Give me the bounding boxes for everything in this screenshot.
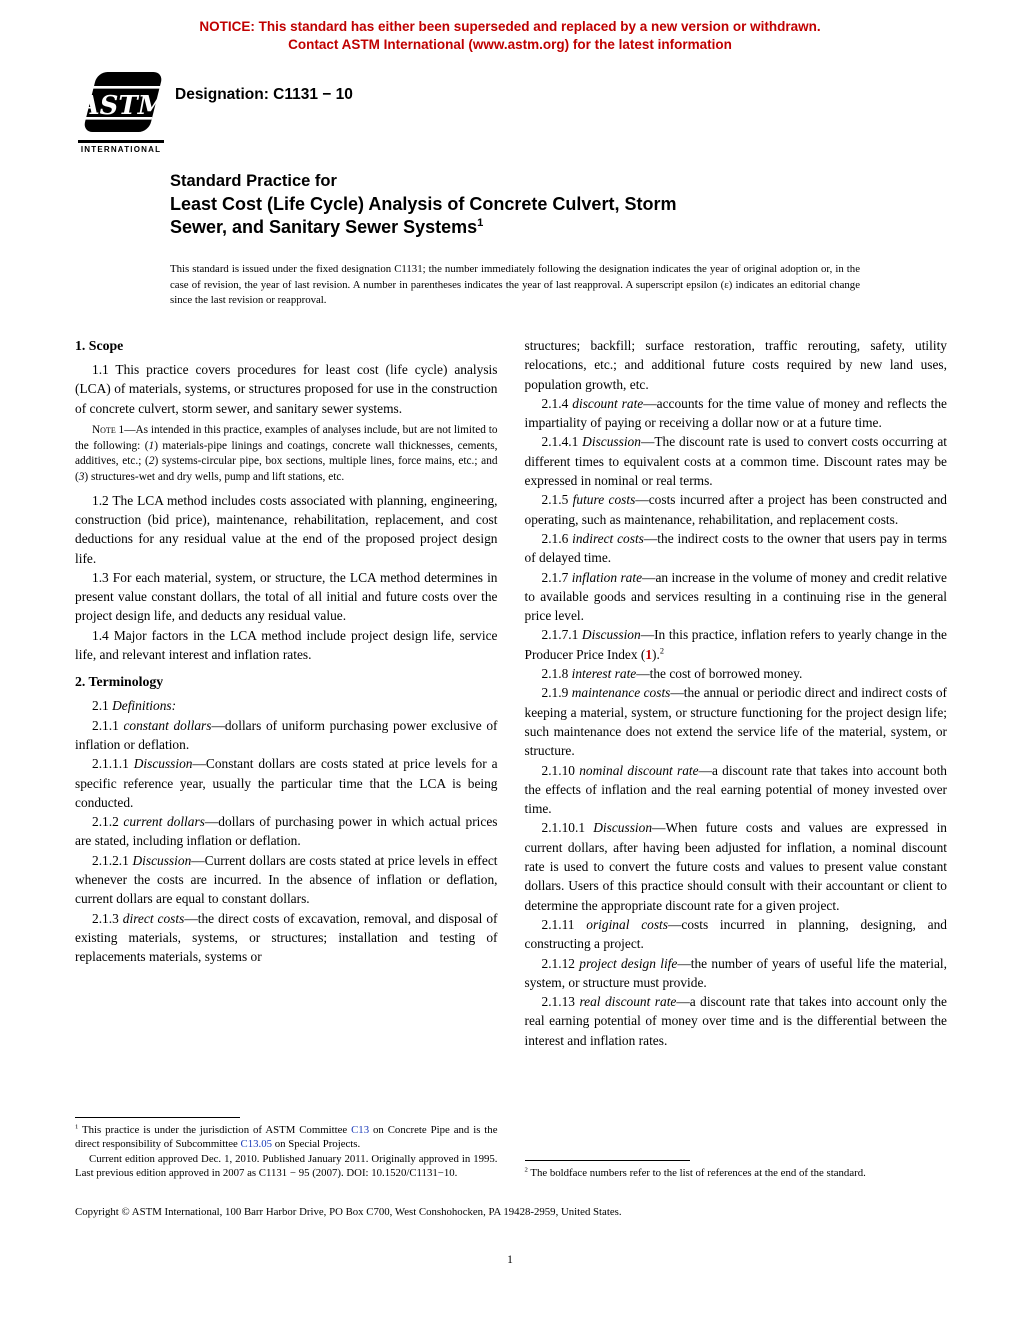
text-run: 2.1.10.1 xyxy=(541,820,594,836)
text-run: structures; backfill; surface restoration, traffic rerouting, safety, utility relocations, etc.; and additional future costs required by new land uses, population growth, etc. xyxy=(524,338,947,392)
paragraph-1-2 xyxy=(75,491,498,568)
text-run: —In this practice, inflation refers to yearly change in the Producer Price Index ( xyxy=(524,627,948,662)
inline-link[interactable]: C13.05 xyxy=(240,1138,273,1151)
text-run: —dollars of uniform purchasing power exclusive of inflation or deflation. xyxy=(75,717,498,752)
text-run: current dollars xyxy=(123,814,205,830)
text-run: 1 xyxy=(477,217,484,229)
logo-international-label: INTERNATIONAL xyxy=(80,145,162,154)
paragraph-2-1-7-1 xyxy=(525,625,948,664)
text-run: 2.1.3 xyxy=(92,910,123,926)
footnote-1-edition: Current edition approved Dec. 1, 2010. Published January 2011. Originally approved in 1995. Last previous edition approved in 2007 as C1131 − 95 (2007). DOI: 10.1520/C1131−10. xyxy=(75,1152,498,1179)
text-run: —the number of years of useful life the material, system, or structure must provide. xyxy=(524,955,947,990)
text-run: on Special Projects. xyxy=(272,1138,361,1151)
astm-logo xyxy=(78,70,168,154)
text-run: original costs xyxy=(586,916,668,932)
paragraph-2-1-6 xyxy=(525,529,948,568)
title-line-1: Least Cost (Life Cycle) Analysis of Concrete Culvert, Storm xyxy=(170,194,677,214)
text-run: 2 xyxy=(148,455,155,468)
text-run: 2.1.13 xyxy=(541,994,580,1010)
text-run: 2.1.6 xyxy=(541,530,573,546)
left-column xyxy=(75,336,498,1180)
paragraph-2-1-9 xyxy=(525,683,948,760)
section-heading-terminology: 2. Terminology xyxy=(75,674,164,690)
text-run: 2.1.11 xyxy=(541,916,587,932)
text-run: —Constant dollars are costs stated at price levels for a specific reference year, usually the particular time that the LCA is being conducted. xyxy=(75,756,498,810)
text-run: discount rate xyxy=(572,395,644,411)
footnote-2-block xyxy=(525,1160,948,1180)
text-run: —costs incurred after a project has been constructed and operating, such as maintenance, rehabilitation, and replacement costs. xyxy=(524,492,947,527)
paragraph-1-1 xyxy=(75,360,498,418)
text-run: indirect costs xyxy=(572,530,644,546)
page-number: 1 xyxy=(507,1254,513,1266)
text-run: 2.1.1 xyxy=(92,717,124,733)
notice-line-2: Contact ASTM International (www.astm.org) for the latest information xyxy=(288,36,732,52)
logo-divider xyxy=(78,140,164,143)
right-column xyxy=(525,336,948,1180)
text-run: Discussion xyxy=(581,627,641,643)
text-run: —When future costs and values are expressed in current dollars, after having been adjusted for inflation, a nominal discount rate is used to convert the future costs and values to present value constant dollars. Users of this practice should consult with their accountant or client to determine the appropriate discount rate for a given project. xyxy=(524,820,947,913)
paragraph-2-1-8 xyxy=(525,664,948,683)
designation: Designation: C1131 − 10 xyxy=(175,86,353,103)
text-run: 1.3 For each material, system, or structure, the LCA method determines in present value constant dollars, the total of all initial and future costs over the project design life, and deducts any residual value. xyxy=(75,569,498,624)
inline-link[interactable]: C13 xyxy=(351,1124,370,1137)
paragraph-1-3 xyxy=(75,568,498,626)
issuance-note: This standard is issued under the fixed designation C1131; the number immediately following the designation indicates the year of original adoption or, in the case of revision, the year of last revision. A number in parentheses indicates the year of last reapproval. A superscript epsilon (ε) indicates an editorial change since the last revision or reapproval. xyxy=(170,263,860,306)
text-run: interest rate xyxy=(571,666,637,682)
text-run: 2.1.1.1 xyxy=(92,756,134,772)
text-run: on Concrete Pipe and is the direct responsibility of Subcommittee xyxy=(75,1124,498,1151)
text-run: —costs incurred in planning, designing, and constructing a project. xyxy=(524,916,948,952)
text-run: Discussion xyxy=(582,434,641,450)
title-line-2 xyxy=(170,216,870,239)
text-run: 1.1 This practice covers procedures for least cost (life cycle) analysis (LCA) of materials, systems, or structures proposed for use in the construction of concrete culvert, storm sewer, and sanitary sewer systems. xyxy=(75,362,498,416)
text-run: 2.1.2.1 xyxy=(92,852,133,868)
text-run: 2.1.10 xyxy=(541,762,580,778)
copyright-line: Copyright © ASTM International, 100 Barr Harbor Drive, PO Box C700, West Conshohocken, PA 19428-2959, United States. xyxy=(75,1206,622,1218)
section-heading-scope: 1. Scope xyxy=(75,338,124,353)
text-run: 2.1.7 xyxy=(541,569,572,585)
two-column-body xyxy=(75,336,947,1180)
paragraph-2-1-4 xyxy=(525,394,948,433)
text-run: 2.1 xyxy=(92,698,113,714)
astm-logo-text: ASTM xyxy=(79,91,166,121)
text-run: 2.1.7.1 xyxy=(541,627,582,643)
text-run: project design life xyxy=(579,955,678,971)
text-run: 2.1.4.1 xyxy=(541,434,583,450)
footnote-separator-right xyxy=(525,1160,690,1161)
paragraph-2-1-1-1 xyxy=(75,754,498,812)
text-run: ) systems-circular pipe, box sections, multiple lines, force mains, etc.; and ( xyxy=(75,455,498,483)
text-run: —dollars of purchasing power in which actual prices are stated, including inflation or deflation. xyxy=(75,814,498,849)
text-run: Discussion xyxy=(133,756,193,772)
text-run: 2.1.5 xyxy=(541,492,573,508)
paragraph-2-1-2-1 xyxy=(75,851,498,909)
text-run: 2.1.9 xyxy=(541,685,572,701)
reference-citation[interactable]: 1 xyxy=(645,646,653,662)
text-run: 2 xyxy=(659,646,665,656)
paragraph-2-1-2 xyxy=(75,812,498,851)
text-run: 3 xyxy=(78,471,85,483)
supersession-notice xyxy=(0,18,1020,53)
text-run: —the indirect costs to the owner that users pay in terms of delayed time. xyxy=(524,530,947,566)
text-run: 1.2 The LCA method includes costs associated with planning, engineering, construction (bid price), maintenance, rehabilitation, replacement, and cost deductions for any residual value at the end of the proposed project design life. xyxy=(75,492,498,566)
text-run: future costs xyxy=(572,492,636,508)
text-run: 2.1.8 xyxy=(541,666,572,682)
text-run: This practice is under the jurisdiction of ASTM Committee xyxy=(78,1124,352,1137)
text-run: —a discount rate that takes into account only the real earning potential of money over time and is the differential between the interest and inflation rates. xyxy=(524,994,948,1048)
text-run: Discussion xyxy=(132,852,192,868)
text-run: Discussion xyxy=(593,820,653,836)
text-run: ). xyxy=(652,646,660,662)
footnote-separator-left xyxy=(75,1117,240,1118)
text-run: Sewer, and Sanitary Sewer Systems xyxy=(170,217,478,237)
paragraph-2-1-7 xyxy=(525,568,948,626)
text-run: 2.1.12 xyxy=(541,955,580,971)
note-1 xyxy=(75,423,498,486)
text-run: 2.1.2 xyxy=(92,814,124,830)
text-run: —an increase in the volume of money and credit relative to available goods and services resulting in a continuing rise in the general price level. xyxy=(524,569,947,624)
paragraph-2-1 xyxy=(75,696,498,715)
text-run: 1 xyxy=(148,439,155,452)
text-run: maintenance costs xyxy=(571,685,671,701)
title-block xyxy=(170,170,870,239)
text-run: —As intended in this practice, examples of analyses include, but are not limited to the following: ( xyxy=(75,423,498,452)
paragraph-2-1-11 xyxy=(525,915,948,954)
title-intro: Standard Practice for xyxy=(170,172,337,190)
text-run: Note 1 xyxy=(92,423,125,436)
paragraph-2-1-10-1 xyxy=(525,818,948,914)
text-run: The boldface numbers refer to the list of references at the end of the standard. xyxy=(527,1166,866,1179)
left-column-content xyxy=(75,336,498,967)
text-run: —the cost of borrowed money. xyxy=(636,666,803,682)
astm-logo-icon xyxy=(78,70,166,134)
text-run: Definitions: xyxy=(112,698,177,714)
text-run: 2.1.4 xyxy=(541,395,573,411)
text-run: real discount rate xyxy=(579,994,677,1010)
footnote-1-block xyxy=(75,1117,498,1180)
text-run: 1 xyxy=(75,1123,79,1131)
footnote-2 xyxy=(525,1166,948,1180)
text-run: —a discount rate that takes into account both the effects of inflation and the real earning potential of money invested over time. xyxy=(524,762,947,817)
text-run: constant dollars xyxy=(123,717,212,733)
text-run: —the direct costs of excavation, removal, and disposal of existing materials, systems, or structures; installation and testing of replacements materials, systems or xyxy=(75,910,498,965)
text-run: —accounts for the time value of money and reflects the impartiality of paying or receiving a dollar now or at a future time. xyxy=(524,395,947,431)
text-run: ) materials-pipe linings and coatings, concrete wall thicknesses, cements, additives, etc.; ( xyxy=(75,439,498,468)
paragraph-2-1-13 xyxy=(525,992,948,1050)
text-run: nominal discount rate xyxy=(579,762,699,778)
paragraph-2-1-10 xyxy=(525,761,948,819)
footnote-1 xyxy=(75,1123,498,1151)
paragraph-2-1-3-continued xyxy=(525,336,948,394)
paragraph-2-1-5 xyxy=(525,490,948,529)
text-run: 1.4 Major factors in the LCA method include project design life, service life, and relevant interest and inflation rates. xyxy=(75,627,498,663)
paragraph-2-1-1 xyxy=(75,716,498,755)
notice-line-1: NOTICE: This standard has either been superseded and replaced by a new version or withdrawn. xyxy=(199,19,821,34)
text-run: direct costs xyxy=(122,910,185,926)
text-run: 2 xyxy=(524,1166,528,1174)
text-run: —Current dollars are costs stated at price levels in effect whenever the costs are incurred. In the absence of inflation or deflation, current dollars are equal to constant dollars. xyxy=(75,852,498,907)
paragraph-2-1-4-1 xyxy=(525,432,948,490)
paragraph-1-4 xyxy=(75,626,498,665)
text-run: —the annual or periodic direct and indirect costs of keeping a material, system, or structure functioning for the project design life; such maintenance does not extend the service life of the material, system, or structure. xyxy=(524,685,948,759)
paragraph-2-1-12 xyxy=(525,954,948,993)
text-run: inflation rate xyxy=(571,569,643,585)
text-run: —The discount rate is used to convert costs occurring at different times to equivalent costs at a common time. Discount rates may be expressed in nominal or real terms. xyxy=(524,434,948,489)
right-column-content xyxy=(525,336,948,1050)
text-run: ) structures-wet and dry wells, pump and lift stations, etc. xyxy=(84,471,345,483)
paragraph-2-1-3 xyxy=(75,909,498,967)
